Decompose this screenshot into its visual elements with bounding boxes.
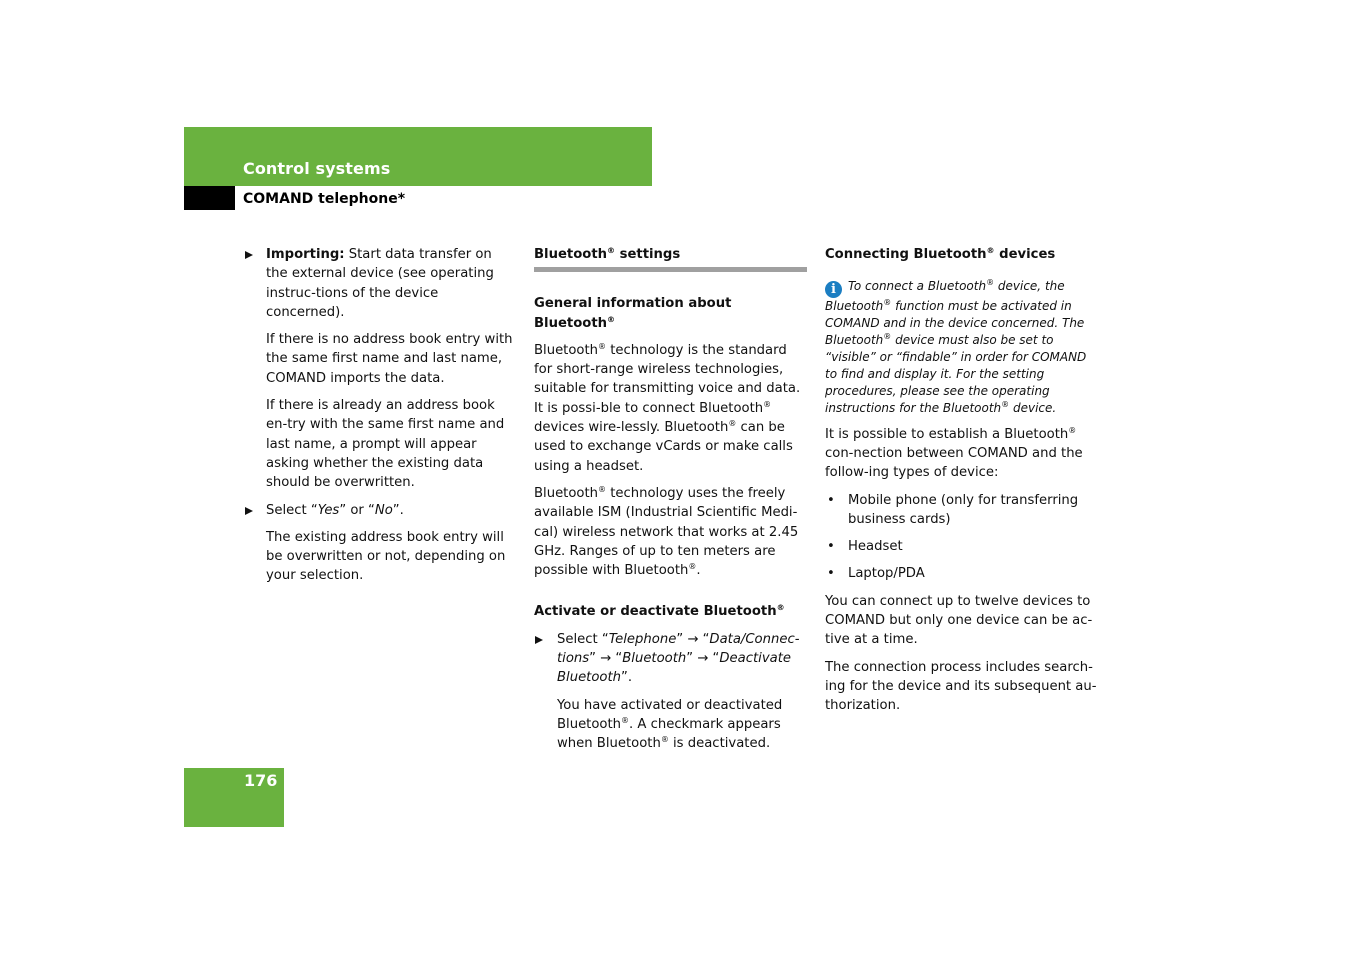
subsection-title: COMAND telephone* [243,191,406,207]
heading-general-info: General information about Bluetooth® [534,296,732,331]
subsection-marker [184,186,235,210]
step-select-yes-no: Select “Yes” or “No”. [244,501,516,520]
list-item: • Headset [825,537,1101,556]
info-icon: i [825,281,842,298]
para-connect-intro: It is possible to establish a Bluetooth® con-nection between COMAND and the follow-ing types of device: [825,425,1083,481]
column-2 [534,245,807,762]
column-1 [244,245,516,594]
para-result: The existing address book entry will be overwritten or not, depending on your selection. [266,529,506,584]
step-importing: Importing: Start data transfer on the external device (see operating instruc-tions of the device concerned). [244,245,516,322]
heading-connecting: Connecting Bluetooth® devices [825,246,1056,262]
para-connect-limit: You can connect up to twelve devices to COMAND but only one device can be ac-tive at a time. [825,593,1093,648]
section-title: Control systems [243,159,391,178]
heading-activate: Activate or deactivate Bluetooth® [534,603,785,620]
heading-bluetooth-settings: Bluetooth® settings [534,245,807,272]
para-no-entry: If there is no address book entry with the same first name and last name, COMAND imports the data. [266,332,513,386]
step-deactivate: Select “Telephone” → “Data/Connec-tions” → “Bluetooth” → “Deactivate Bluetooth”. [534,630,807,688]
para-general-1: Bluetooth® technology is the standard for short-range wireless technologies, suitable for transmitting voice and data. It is possi-ble to connect Bluetooth® devices wire-lessly. Bluetooth® can be used to exchange vCards or make calls using a headset. [534,341,801,474]
page-number: 176 [244,771,278,790]
para-connect-process: The connection process includes search-ing for the device and its subsequent au-thorization. [825,659,1097,714]
list-item: • Mobile phone (only for transferring business cards) [825,491,1101,530]
para-general-2: Bluetooth® technology uses the freely available ISM (Industrial Scientific Medi-cal) wireless network that works at 2.45 GHz. Ranges of up to ten meters are possible with Bluetooth®. [534,484,799,579]
para-existing-entry: If there is already an address book en-try with the same first name and last name, a prompt will appear asking whether the existing data should be overwritten. [266,398,505,491]
info-note: i To connect a Bluetooth® device, the Bluetooth® function must be activated in COMAND and in the device concerned. The Bluetooth® device must also be set to “visible” or “findable” in order for COMAND to find and display it. For the setting procedures, please see the operating instructions for the Bluetooth® device. [825,278,1087,415]
column-3 [825,245,1101,724]
list-item: • Laptop/PDA [825,564,1101,583]
para-activate-result: You have activated or deactivated Bluetooth®. A checkmark appears when Bluetooth® is deactivated. [557,697,783,752]
importing-label: Importing: [266,247,345,262]
